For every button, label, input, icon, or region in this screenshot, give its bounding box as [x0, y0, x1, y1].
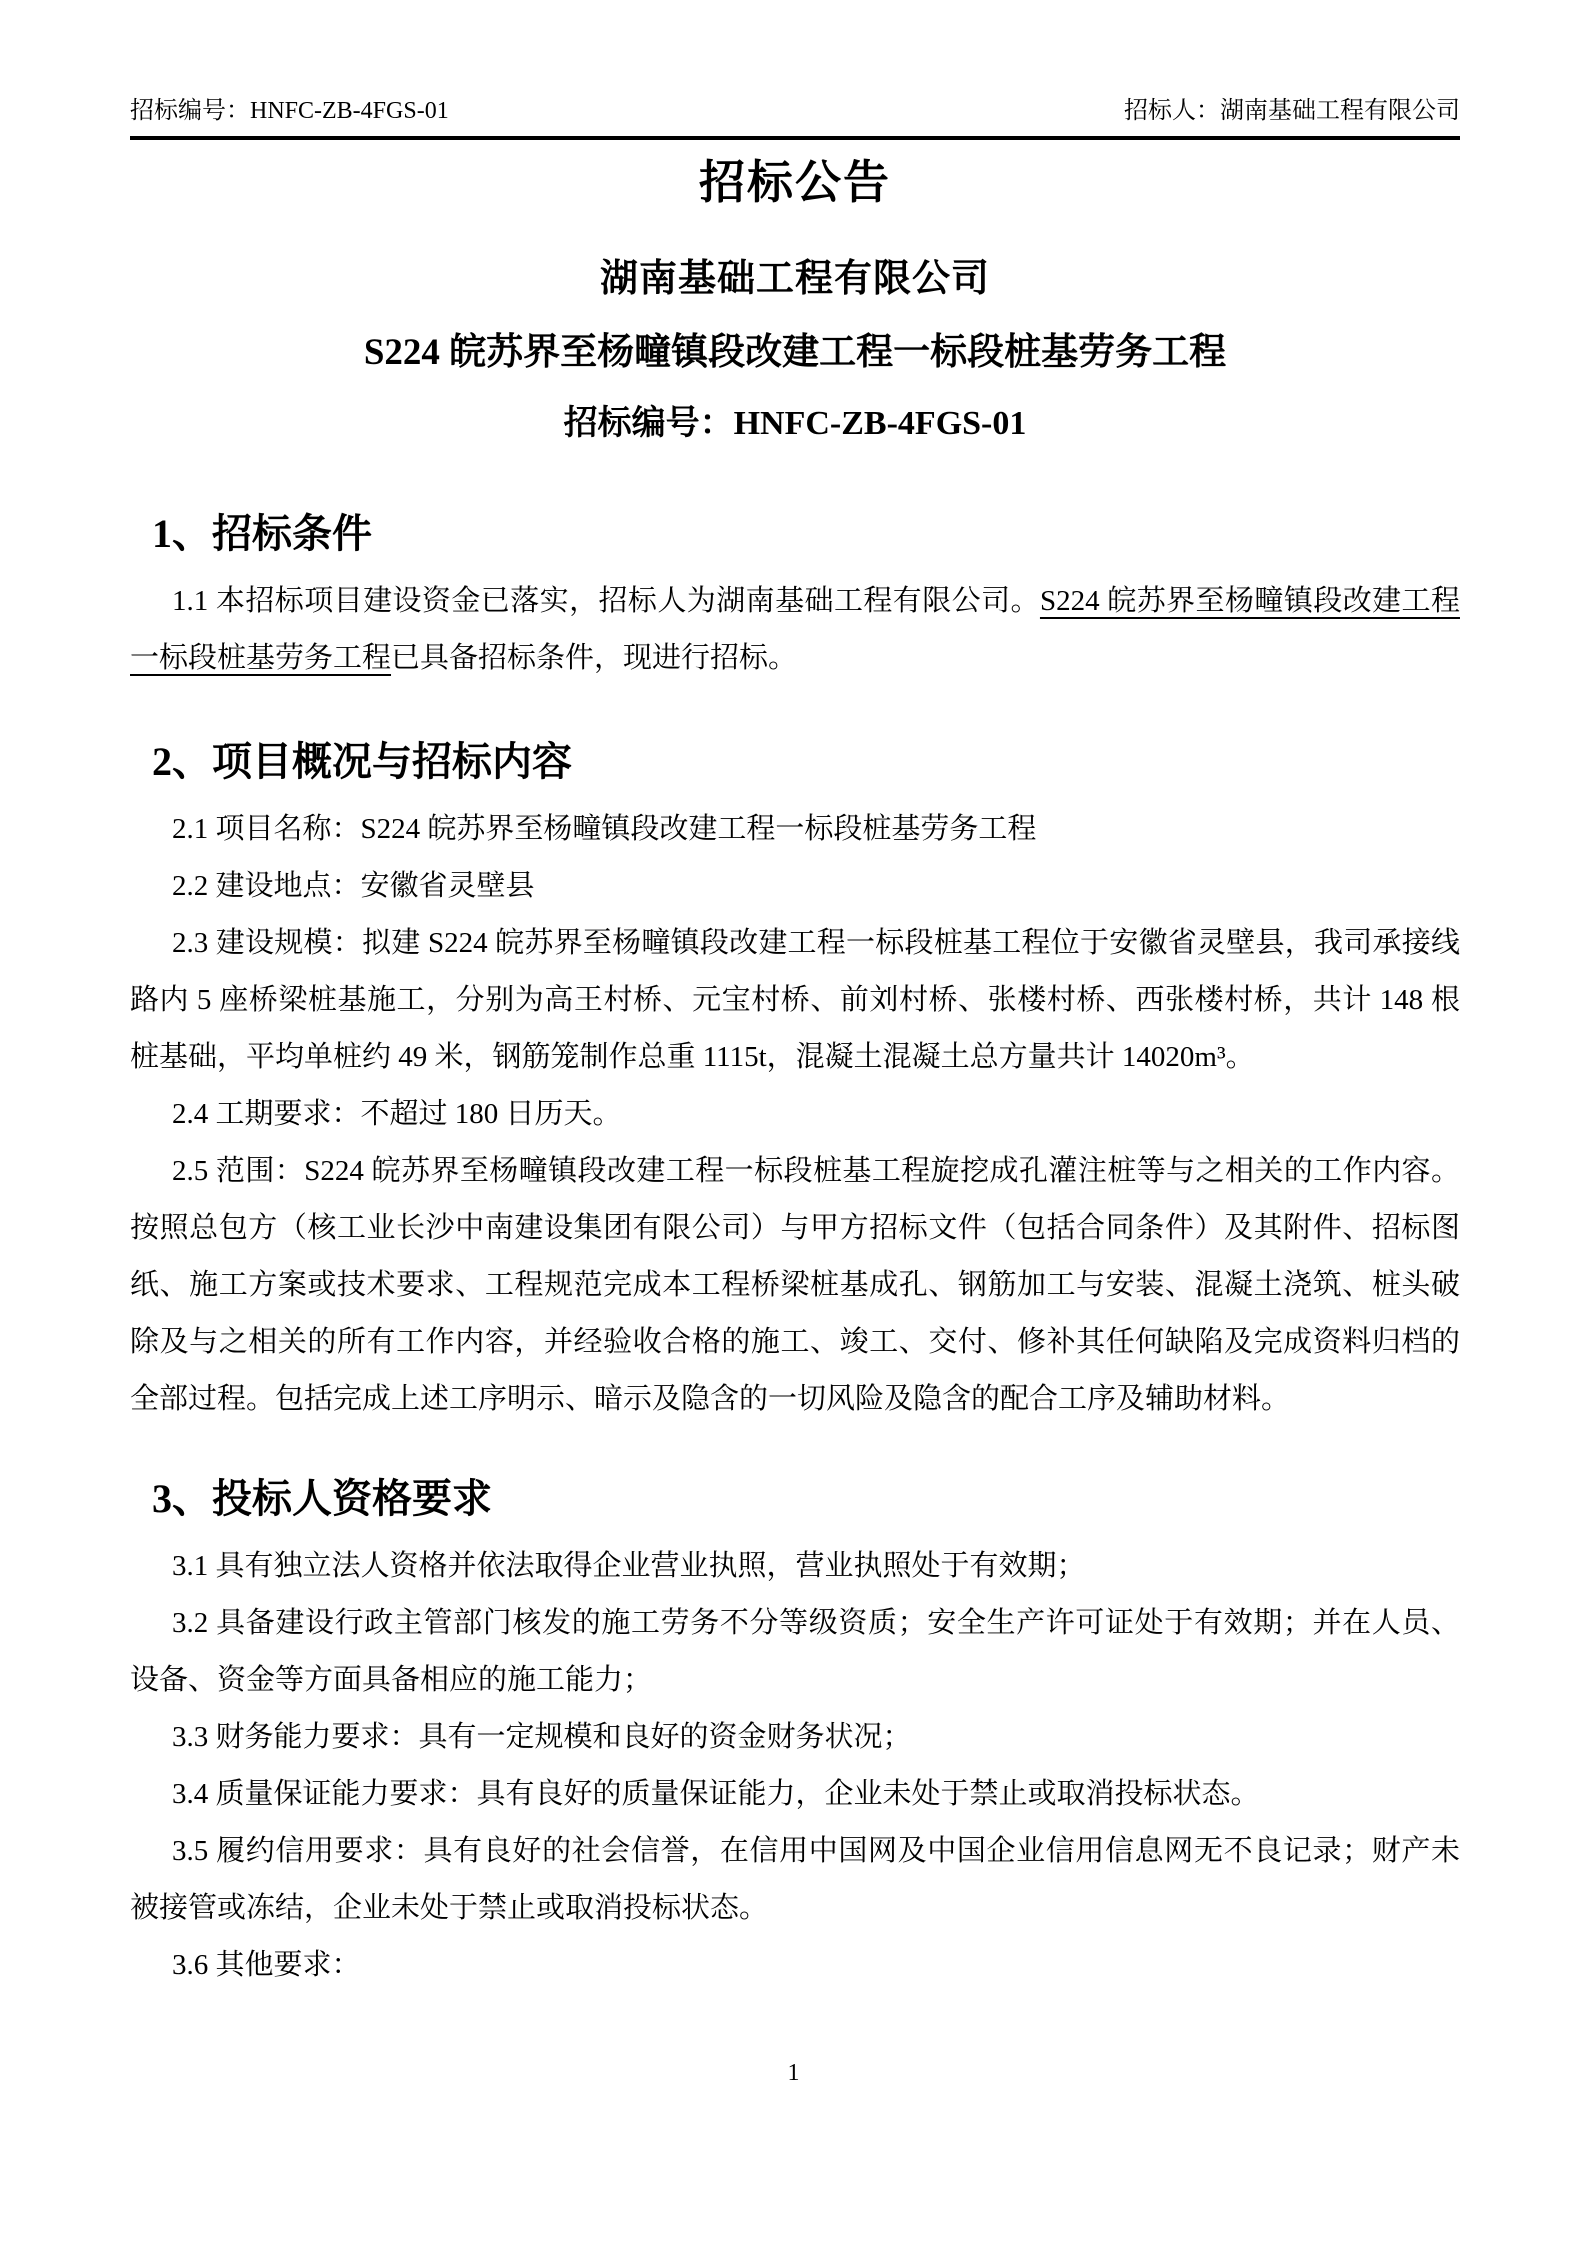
paragraph-3-4: 3.4 质量保证能力要求：具有良好的质量保证能力，企业未处于禁止或取消投标状态。 [172, 1778, 1260, 1810]
section-3-heading [130, 1474, 1460, 1524]
header-divider [130, 136, 1460, 140]
paragraph-3-5: 3.5 履约信用要求：具有良好的社会信誉，在信用中国网及中国企业信用信息网无不良记录；财产未被接管或冻结，企业未处于禁止或取消投标状态。 [130, 1835, 1460, 1924]
section-1-heading [130, 509, 1460, 559]
section-1-number: 1、 [152, 511, 212, 556]
document-title: 招标公告 [699, 156, 891, 208]
header-tenderer: 招标人：湖南基础工程有限公司 [1124, 98, 1460, 124]
paragraph-2-1: 2.1 项目名称：S224 皖苏界至杨疃镇段改建工程一标段桩基劳务工程 [172, 813, 1037, 845]
section-1-title: 招标条件 [212, 512, 372, 556]
paragraph-1-1-pre: 1.1 本招标项目建设资金已落实，招标人为湖南基础工程有限公司。 [172, 585, 1040, 617]
page-footer [0, 2058, 1587, 2088]
page-number: 1 [787, 2060, 800, 2086]
section-3-number: 3、 [152, 1476, 212, 1521]
paragraph-3-3: 3.3 财务能力要求：具有一定规模和良好的资金财务状况； [172, 1721, 912, 1753]
tenderer-company-name: 湖南基础工程有限公司 [599, 258, 990, 300]
paragraph-3-2: 3.2 具备建设行政主管部门核发的施工劳务不分等级资质；安全生产许可证处于有效期；并在人员、设备、资金等方面具备相应的施工能力； [130, 1607, 1460, 1696]
page-header [130, 96, 1460, 126]
paragraph-1-1-underlined: S224 皖苏界至杨疃镇段改建工程一标段桩基劳务工程 [130, 585, 1460, 674]
tender-code-line: 招标编号：HNFC-ZB-4FGS-01 [563, 405, 1027, 442]
paragraph-1-1 [130, 573, 1460, 687]
paragraph-3-1: 3.1 具有独立法人资格并依法取得企业营业执照，营业执照处于有效期； [172, 1550, 1086, 1582]
paragraph-2-2: 2.2 建设地点：安徽省灵壁县 [172, 870, 535, 902]
paragraph-2-5: 2.5 范围：S224 皖苏界至杨疃镇段改建工程一标段桩基工程旋挖成孔灌注桩等与之相关的工作内容。按照总包方（核工业长沙中南建设集团有限公司）与甲方招标文件（包括合同条件）及其附件、招标图纸、施工方案或技术要求、工程规范完成本工程桥梁桩基成孔、钢筋加工与安装、混凝土浇筑、桩头破除及与之相关的所有工作内容，并经验收合格的施工、竣工、交付、修补其任何缺陷及完成资料归档的全部过程。包括完成上述工序明示、暗示及隐含的一切风险及隐含的配合工序及辅助材料。 [130, 1155, 1460, 1415]
section-2-title: 项目概况与招标内容 [212, 740, 572, 784]
section-2-number: 2、 [152, 739, 212, 784]
paragraph-2-3: 2.3 建设规模：拟建 S224 皖苏界至杨疃镇段改建工程一标段桩基工程位于安徽省灵壁县，我司承接线路内 5 座桥梁桩基施工，分别为高王村桥、元宝村桥、前刘村桥、张楼村桥、西张楼村桥，共计 148 根桩基础，平均单桩约 49 米，钢筋笼制作总重 1115t，混凝土混凝土总方量共计 14020m³。 [130, 927, 1460, 1073]
header-tender-code: 招标编号：HNFC-ZB-4FGS-01 [130, 98, 449, 124]
section-2-heading [130, 737, 1460, 787]
section-3-title: 投标人资格要求 [212, 1477, 492, 1521]
paragraph-1-1-post: 已具备招标条件，现进行招标。 [391, 642, 798, 674]
paragraph-2-4: 2.4 工期要求：不超过 180 日历天。 [172, 1098, 622, 1130]
paragraph-3-6: 3.6 其他要求： [172, 1949, 361, 1981]
project-title: S224 皖苏界至杨疃镇段改建工程一标段桩基劳务工程 [363, 332, 1227, 373]
